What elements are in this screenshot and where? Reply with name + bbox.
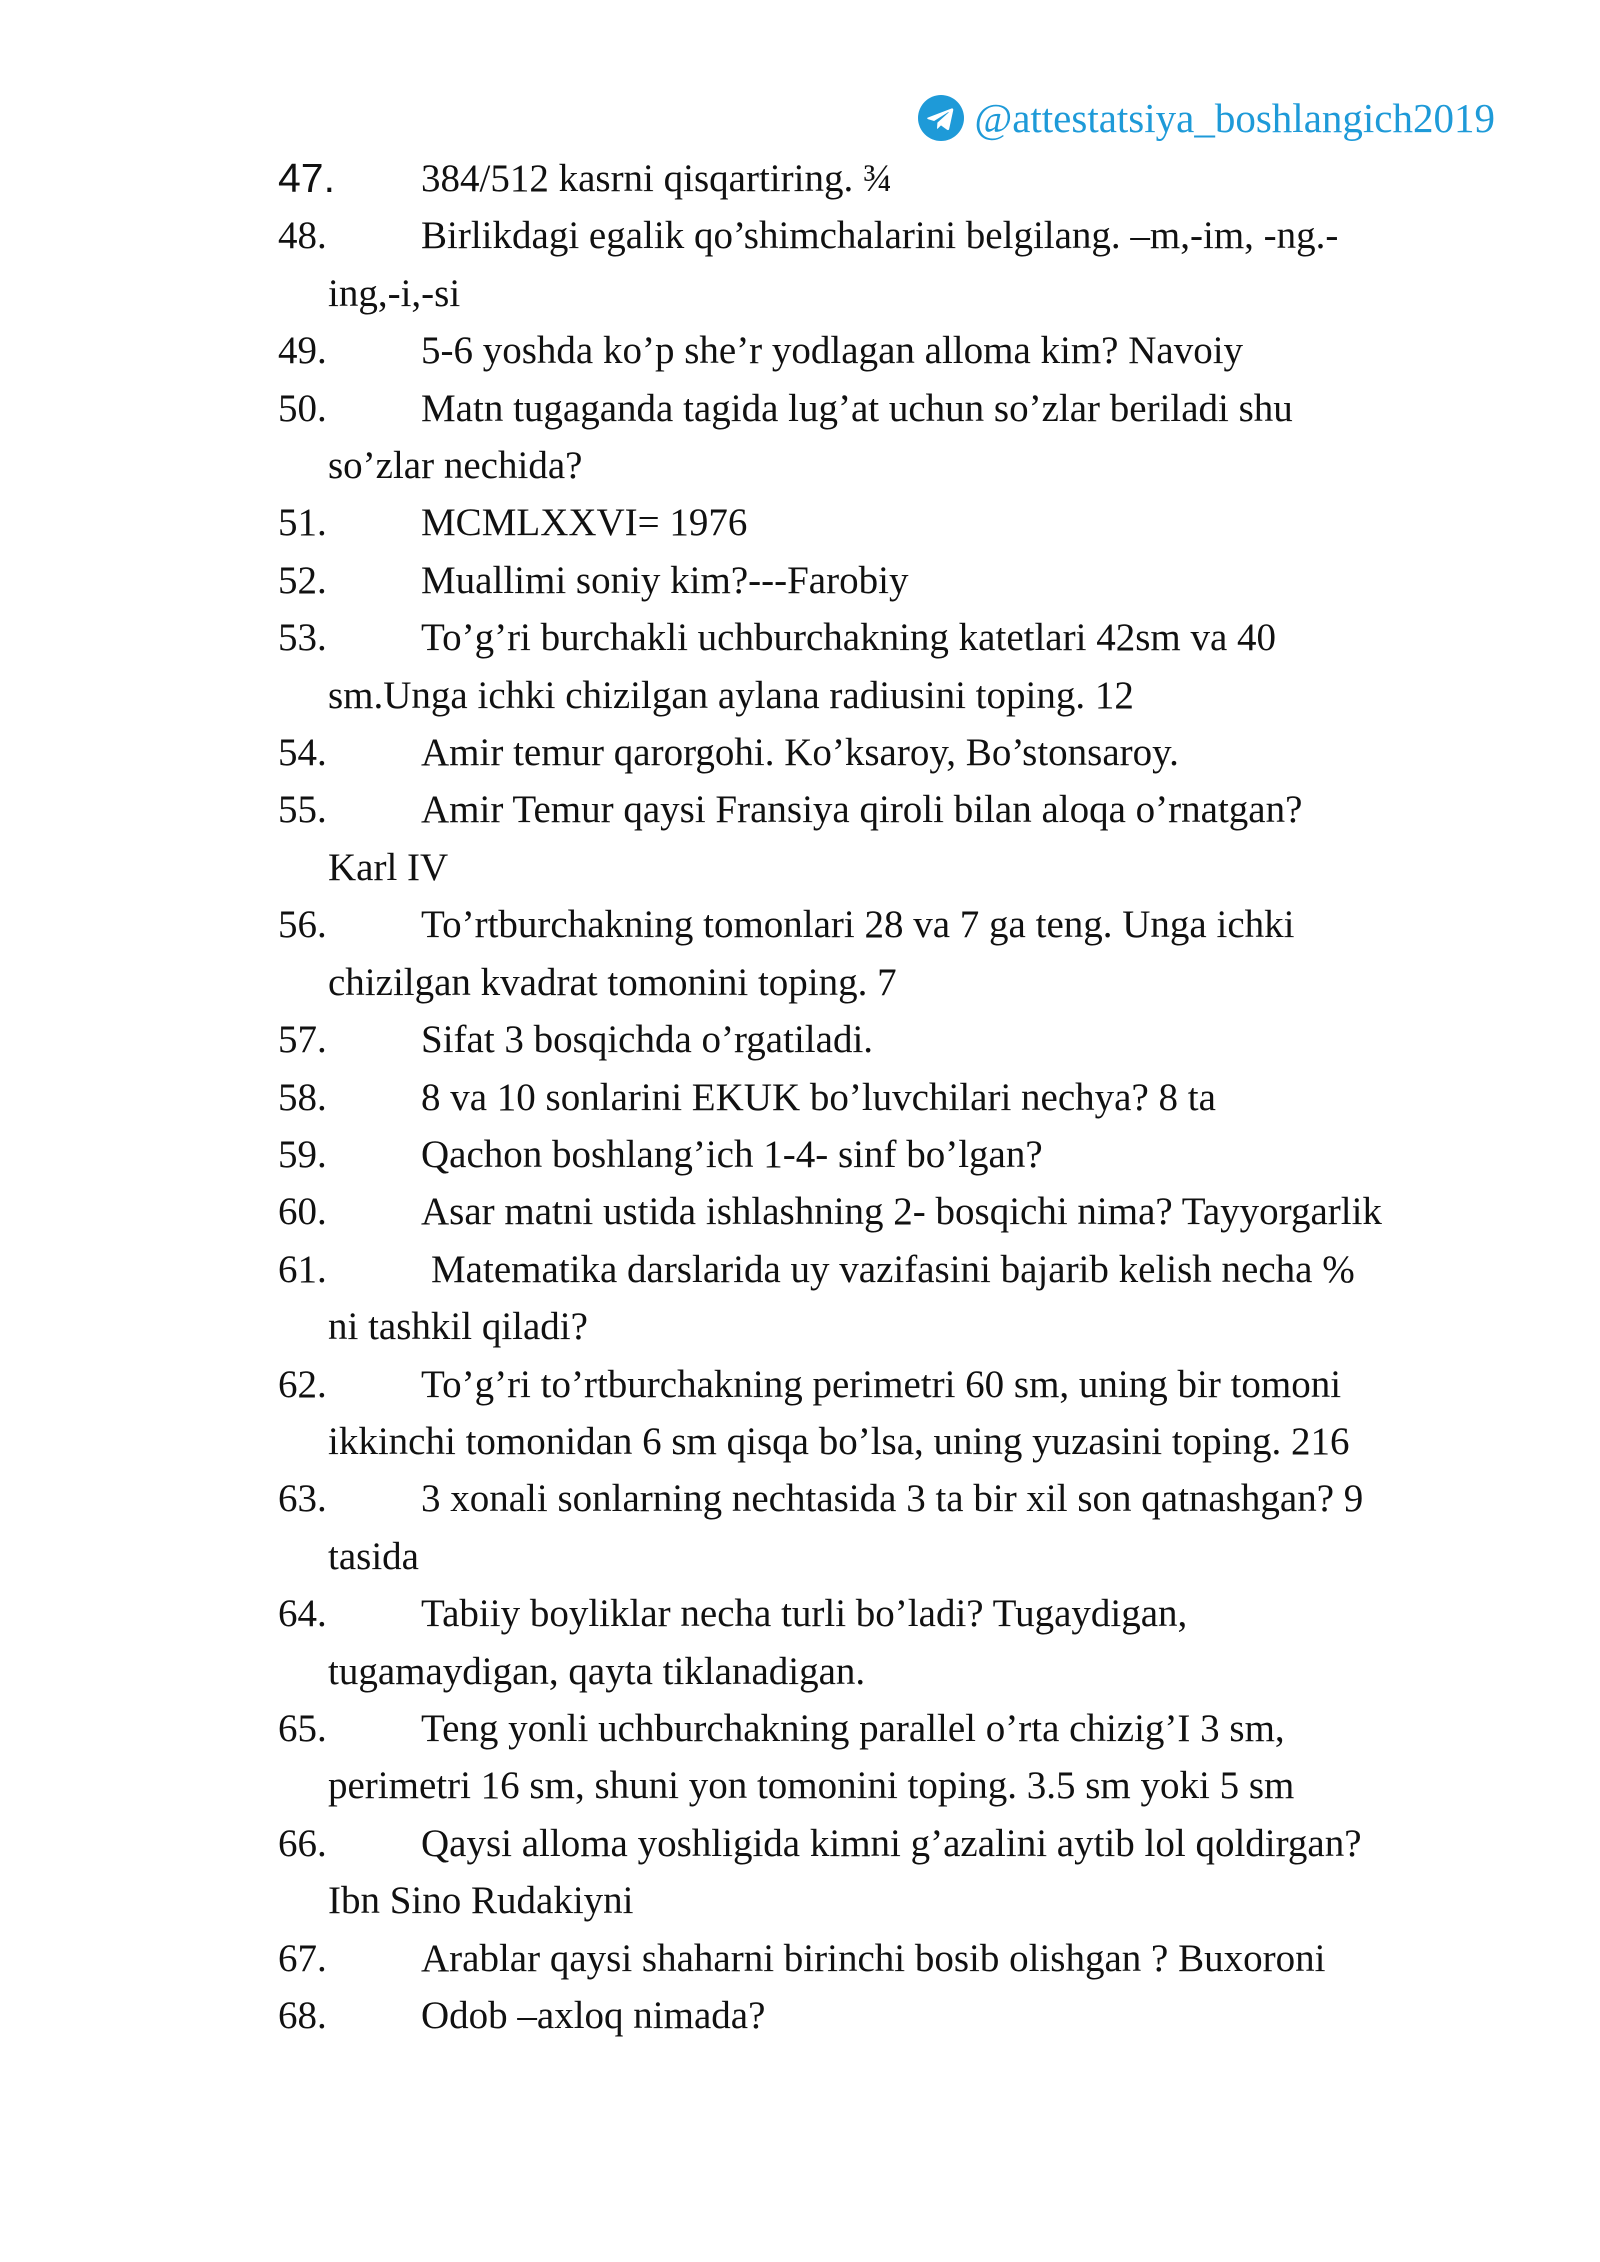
list-item <box>278 1585 1508 1700</box>
list-item <box>278 1815 1508 1930</box>
question-list <box>278 150 1508 2044</box>
item-number: 58. <box>278 1075 327 1119</box>
item-number: 53. <box>278 616 327 660</box>
list-item <box>278 1069 1508 1126</box>
item-number: 52. <box>278 558 327 602</box>
list-item <box>278 896 1508 1011</box>
item-text: Arablar qaysi shaharni birinchi bosib olishgan ? Buxoroni <box>421 1936 1326 1980</box>
item-number: 55. <box>278 788 327 832</box>
item-text: Muallimi soniy kim?---Farobiy <box>421 558 909 602</box>
item-text: MCMLXXVI= 1976 <box>421 501 748 545</box>
item-text-continued: chizilgan kvadrat tomonini toping. 7 <box>328 960 897 1004</box>
list-item <box>278 781 1508 896</box>
item-number: 60. <box>278 1190 327 1234</box>
item-text: Matn tugaganda tagida lug’at uchun so’zlar beriladi shu <box>421 386 1293 430</box>
item-text: 384/512 kasrni qisqartiring. ¾ <box>421 157 893 200</box>
item-number: 67. <box>278 1936 327 1980</box>
list-item <box>278 1356 1508 1471</box>
item-number: 51. <box>278 501 327 545</box>
item-text: Asar matni ustida ishlashning 2- bosqichi nima? Tayyorgarlik <box>421 1190 1382 1234</box>
item-number: 49. <box>278 329 327 373</box>
item-number: 57. <box>278 1018 327 1062</box>
item-text: Birlikdagi egalik qo’shimchalarini belgilang. –m,-im, -ng.- <box>421 214 1339 258</box>
list-item <box>278 609 1508 724</box>
item-number: 48. <box>278 214 327 258</box>
item-text: Tabiiy boyliklar necha turli bo’ladi? Tugaydigan, <box>421 1592 1188 1636</box>
item-number: 66. <box>278 1821 327 1865</box>
item-number: 65. <box>278 1706 327 1750</box>
list-item <box>278 1700 1508 1815</box>
item-text: 8 va 10 sonlarini EKUK bo’luvchilari nechya? 8 ta <box>421 1075 1216 1119</box>
item-number: 54. <box>278 731 327 775</box>
list-item <box>278 724 1508 781</box>
item-text: To’g’ri to’rtburchakning perimetri 60 sm, uning bir tomoni <box>421 1362 1342 1406</box>
item-text-continued: ni tashkil qiladi? <box>328 1305 588 1349</box>
list-item <box>278 1241 1508 1356</box>
list-item <box>278 494 1508 551</box>
item-text: Amir temur qarorgohi. Ko’ksaroy, Bo’stonsaroy. <box>421 731 1179 775</box>
item-text: Amir Temur qaysi Fransiya qiroli bilan aloqa o’rnatgan? <box>421 788 1303 832</box>
item-number: 61. <box>278 1247 327 1291</box>
list-item <box>278 1011 1508 1068</box>
item-text: 5-6 yoshda ko’p she’r yodlagan alloma kim? Navoiy <box>421 329 1244 373</box>
item-number: 62. <box>278 1362 327 1406</box>
item-text-continued: ing,-i,-si <box>328 271 461 315</box>
item-number: 50. <box>278 386 327 430</box>
item-text-continued: tasida <box>328 1534 419 1578</box>
item-text: Matematika darslarida uy vazifasini bajarib kelish necha % <box>431 1247 1355 1291</box>
item-number: 64. <box>278 1592 327 1636</box>
item-text: Odob –axloq nimada? <box>421 1994 766 2037</box>
item-text: Teng yonli uchburchakning parallel o’rta chizig’I 3 sm, <box>421 1706 1285 1750</box>
item-number: 47. <box>278 155 335 201</box>
watermark-handle: @attestatsiya_boshlangich2019 <box>974 95 1495 141</box>
item-text-continued: tugamaydigan, qayta tiklanadigan. <box>328 1649 866 1693</box>
item-text-continued: ikkinchi tomonidan 6 sm qisqa bo’lsa, uning yuzasini toping. 216 <box>328 1419 1350 1463</box>
list-item <box>278 150 1508 207</box>
item-text: Sifat 3 bosqichda o’rgatiladi. <box>421 1018 874 1062</box>
watermark <box>918 94 1495 142</box>
list-item <box>278 1930 1508 1987</box>
item-text-continued: Karl IV <box>328 845 449 889</box>
item-text-continued: so’zlar nechida? <box>328 444 583 488</box>
list-item <box>278 552 1508 609</box>
item-number: 68. <box>278 1994 327 2037</box>
item-text: To’g’ri burchakli uchburchakning katetlari 42sm va 40 <box>421 616 1277 660</box>
list-item <box>278 322 1508 379</box>
list-item <box>278 1126 1508 1183</box>
telegram-icon <box>918 95 964 141</box>
list-item <box>278 380 1508 495</box>
item-text: Qaysi alloma yoshligida kimni g’azalini aytib lol qoldirgan? <box>421 1821 1362 1865</box>
item-text-continued: perimetri 16 sm, shuni yon tomonini toping. 3.5 sm yoki 5 sm <box>328 1764 1295 1808</box>
item-text-continued: sm.Unga ichki chizilgan aylana radiusini toping. 12 <box>328 673 1134 717</box>
list-item <box>278 1183 1508 1240</box>
item-number: 59. <box>278 1132 327 1176</box>
item-text: Qachon boshlang’ich 1-4- sinf bo’lgan? <box>421 1132 1043 1176</box>
list-item <box>278 207 1508 322</box>
item-text: To’rtburchakning tomonlari 28 va 7 ga teng. Unga ichki <box>421 903 1295 947</box>
list-item <box>278 1470 1508 1585</box>
item-text-continued: Ibn Sino Rudakiyni <box>328 1879 634 1923</box>
list-item <box>278 1987 1508 2044</box>
item-number: 63. <box>278 1477 327 1521</box>
item-number: 56. <box>278 903 327 947</box>
item-text: 3 xonali sonlarning nechtasida 3 ta bir xil son qatnashgan? 9 <box>421 1477 1364 1521</box>
